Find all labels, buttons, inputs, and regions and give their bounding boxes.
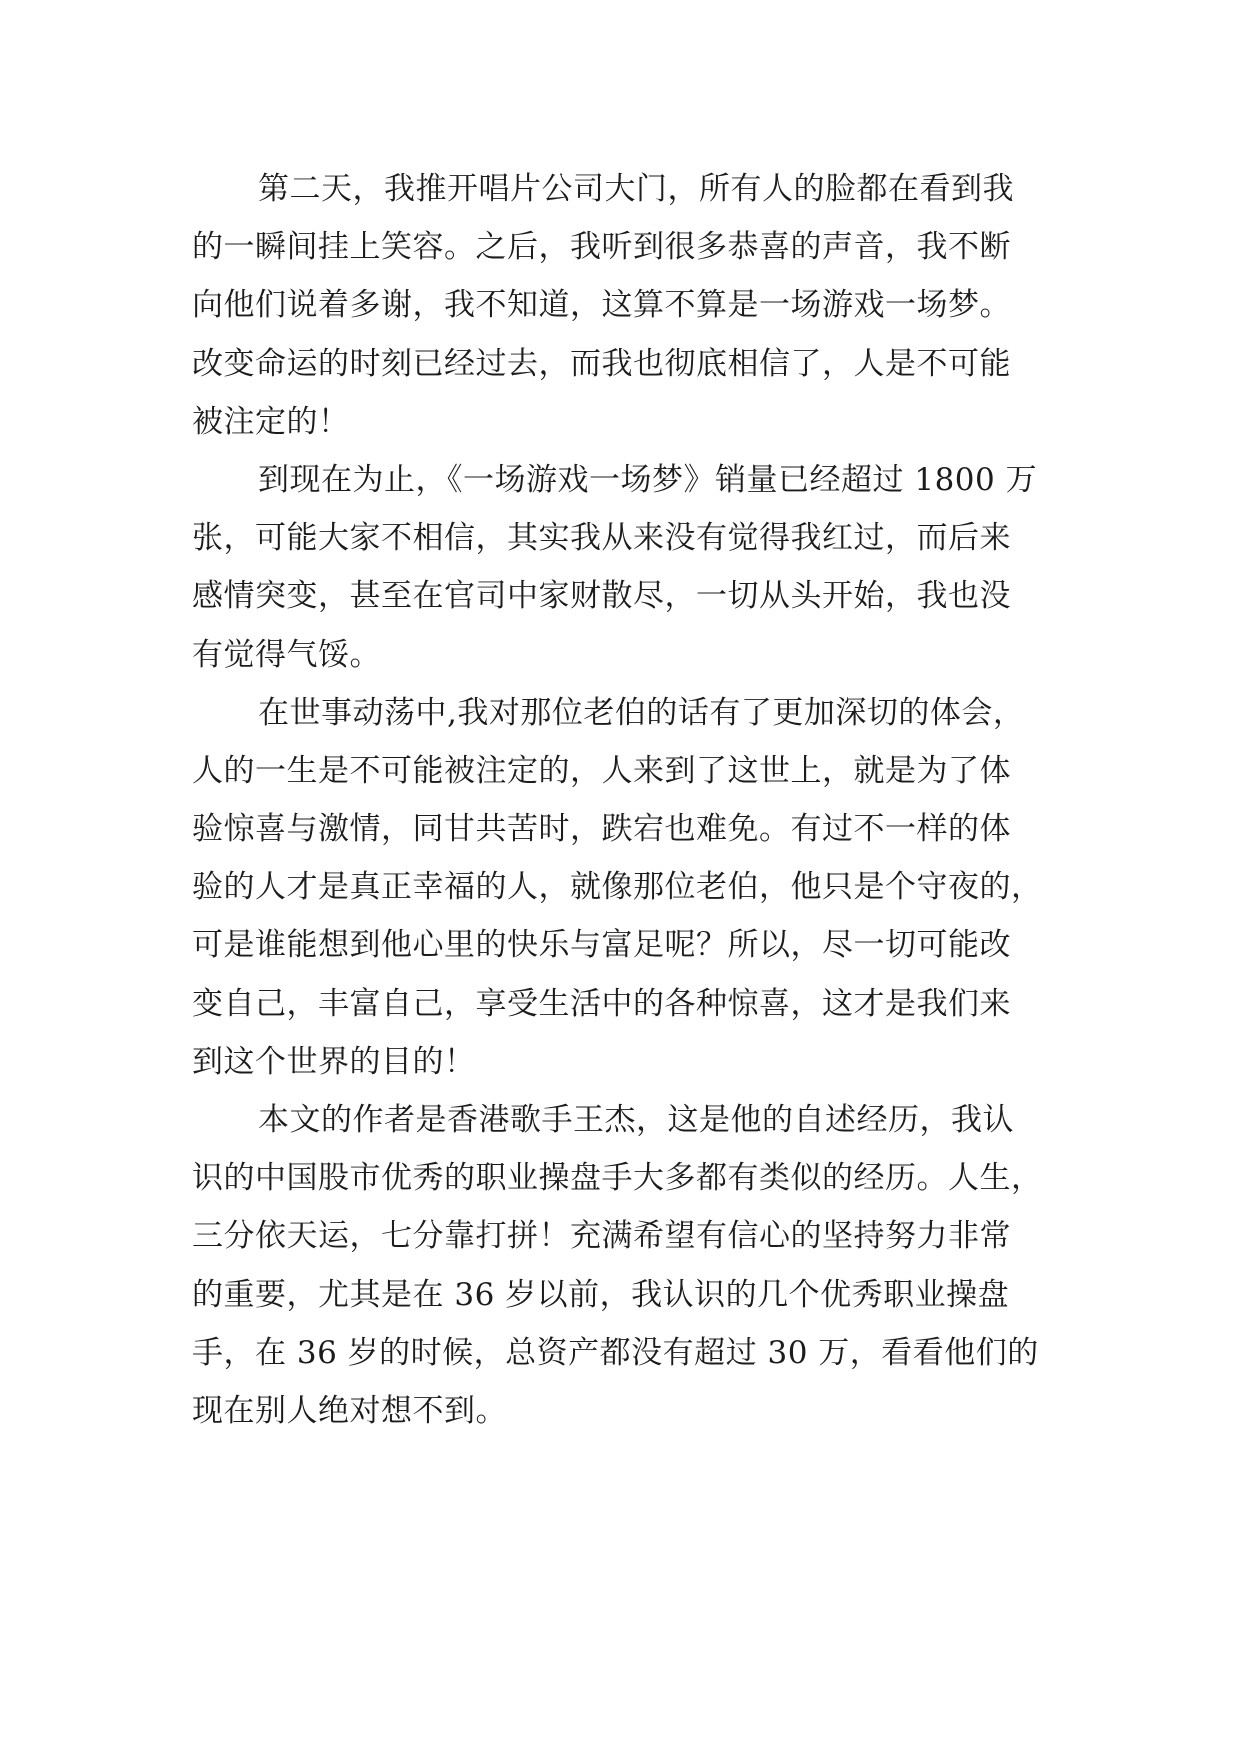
text-line: 现在别人绝对想不到。 (192, 1392, 507, 1429)
paragraph-3 (192, 684, 1062, 1091)
text-line: 在世事动荡中,我对那位老伯的话有了更加深切的体会， (258, 694, 1025, 731)
text-line: 手，在 36 岁的时候，总资产都没有超过 30 万，看看他们的 (192, 1334, 1039, 1371)
text-line: 本文的作者是香港歌手王杰，这是他的自述经历，我认 (258, 1102, 1014, 1138)
text-line: 第二天，我推开唱片公司大门，所有人的脸都在看到我 (258, 171, 1014, 207)
paragraph-4 (192, 1091, 1062, 1440)
text-line: 改变命运的时刻已经过去，而我也彻底相信了，人是不可能 (192, 345, 1011, 382)
text-line: 变自己，丰富自己，享受生活中的各种惊喜，这才是我们来 (192, 985, 1011, 1022)
text-line: 到这个世界的目的！ (192, 1043, 476, 1080)
text-line: 三分依天运，七分靠打拼！充满希望有信心的坚持努力非常 (192, 1218, 1011, 1255)
text-line: 人的一生是不可能被注定的，人来到了这世上，就是为了体 (192, 752, 1011, 789)
text-line: 识的中国股市优秀的职业操盘手大多都有类似的经历。人生， (192, 1160, 1043, 1197)
text-line: 感情突变，甚至在官司中家财散尽，一切从头开始，我也没 (192, 578, 1011, 615)
text-line: 的一瞬间挂上笑容。之后，我听到很多恭喜的声音，我不断 (192, 229, 1011, 266)
text-line: 有觉得气馁。 (192, 636, 381, 673)
text-line: 张，可能大家不相信，其实我从来没有觉得我红过，而后来 (192, 520, 1011, 557)
paragraph-1 (192, 160, 1062, 451)
document-body (192, 160, 1062, 1440)
text-line: 被注定的！ (192, 403, 350, 440)
text-line: 验惊喜与激情，同甘共苦时，跌宕也难免。有过不一样的体 (192, 811, 1011, 848)
text-line: 可是谁能想到他心里的快乐与富足呢？所以，尽一切可能改 (192, 927, 1011, 964)
text-line: 的重要，尤其是在 36 岁以前，我认识的几个优秀职业操盘 (192, 1276, 1010, 1313)
paragraph-2 (192, 451, 1062, 684)
text-line: 到现在为止，《一场游戏一场梦》销量已经超过 1800 万 (258, 461, 1038, 498)
text-line: 验的人才是真正幸福的人，就像那位老伯，他只是个守夜的， (192, 869, 1043, 906)
text-line: 向他们说着多谢，我不知道，这算不算是一场游戏一场梦。 (192, 287, 1011, 324)
